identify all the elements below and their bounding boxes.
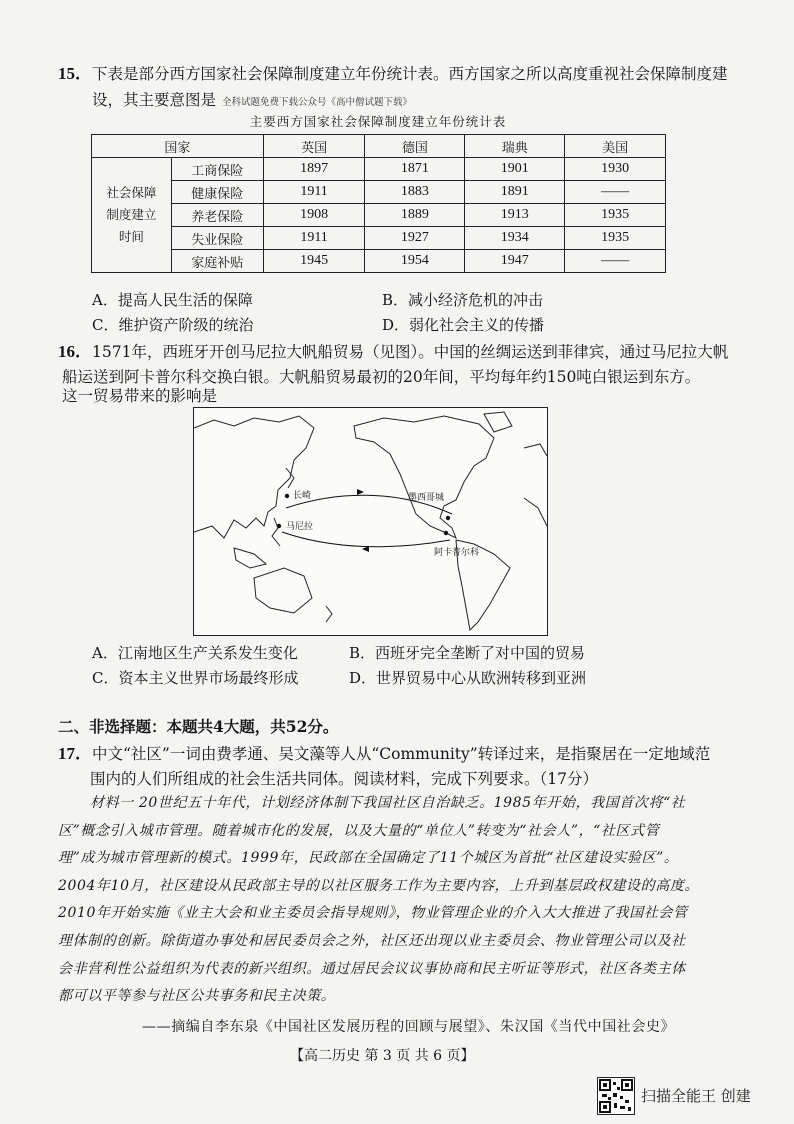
q16-stem-2: 船运送到阿卡普尔科交换白银。大帆船贸易最初的20年间，平均每年约150吨白银运到东方。 [62,368,701,386]
cell: 1934 [465,227,565,250]
table-header-row [92,135,666,158]
q16-option-c[interactable]: C．资本主义世界市场最终形成 [92,669,299,687]
cell: 1913 [465,204,565,227]
section-heading: 二、非选择题：本题共4大题，共52分。 [58,717,339,736]
material-line: 区”概念引入城市管理。随着城市化的发展，以及大量的“单位人”转变为“社会人”，“社区式管 [58,822,660,839]
qr-code-icon [597,1077,635,1115]
cell: 1954 [365,250,465,273]
cell: 1935 [565,204,666,227]
header-uk: 英国 [263,135,365,158]
table-row [92,181,666,204]
header-sweden: 瑞典 [465,135,565,158]
q16-option-a[interactable]: A．江南地区生产关系发生变化 [92,644,298,662]
cell: 1911 [263,227,365,250]
label-manila: 马尼拉 [286,522,314,532]
q17-stem-2: 围内的人们所组成的社会生活共同体。阅读材料，完成下列要求。（17分） [90,770,598,788]
label-acapulco: 阿卡普尔科 [434,548,480,558]
manila-dot [277,524,281,528]
galleon-trade-map [193,407,548,636]
q15-number: 15． [58,64,92,83]
material-line: 理体制的创新。除街道办事处和居民委员会之外，社区还出现以业主委员会、物业管理公司以及社 [58,932,686,949]
nagasaki-dot [285,494,289,498]
header-usa: 美国 [565,135,666,158]
material-line: 会非营利性公益组织为代表的新兴组织。通过居民会议议事协商和民主听证等形式，社区各类主体 [58,960,686,977]
material-line: 材料一 20世纪五十年代，计划经济体制下我国社区自治缺乏。1985年开始，我国首次将“社 [90,795,686,811]
row-type: 工商保险 [171,158,263,181]
group-label: 社会保障 制度建立 时间 [92,158,172,273]
label-mexico-city: 墨西哥城 [408,493,445,503]
australia [254,568,312,613]
q15-option-a[interactable]: A．提高人民生活的保障 [92,291,253,309]
page-footer: 【高二历史 第 3 页 共 6 页】 [290,1048,475,1064]
q15-option-b[interactable]: B．减小经济危机的冲击 [382,291,544,309]
material-line: 2004年10月，社区建设从民政部主导的以社区服务工作为主要内容，上升到基层政权建设的高度。 [58,877,700,894]
cell: 1908 [263,204,365,227]
world-map-drawing [194,408,547,635]
table-row [92,158,666,181]
q17-source: ——摘编自李东泉《中国社区发展历程的回顾与展望》、朱汉国《当代中国社会史》 [142,1019,676,1035]
table-row [92,227,666,250]
table-row [92,250,666,273]
cell: 1897 [263,158,365,181]
material-line: 都可以平等参与社区公共事务和民主决策。 [58,988,336,1005]
q15-option-d[interactable]: D．弱化社会主义的传播 [382,316,545,334]
table-title: 主要西方国家社会保障制度建立年份统计表 [249,114,507,129]
q17-number: 17． [58,744,92,763]
cell: 1883 [365,181,465,204]
q15-stem-2: 设，其主要意图是 全科试题免费下载公众号《高中僧试题下载》 [92,91,413,109]
header-country: 国家 [92,135,264,158]
cell: —— [565,181,666,204]
cell: 1935 [565,227,666,250]
acapulco-dot [444,531,448,535]
cell: 1889 [365,204,465,227]
new-zealand [326,606,332,622]
cell: 1891 [465,181,565,204]
q17-stem: 17．中文“社区”一词由费孝通、吴文藻等人从“Community”转译过来，是指聚居在一定地域范 [58,744,711,763]
cell: 1927 [365,227,465,250]
scanner-watermark: 扫描全能王 创建 [641,1087,751,1105]
q16-option-d[interactable]: D．世界贸易中心从欧洲转移到亚洲 [349,669,587,687]
q16-stem: 16．1571年，西班牙开创马尼拉大帆船贸易（见图）。中国的丝绸运送到菲律宾，通过马尼拉大帆 [58,342,729,361]
material-line: 2010年开始实施《业主大会和业主委员会指导规则》，物业管理企业的介入大大推进了我国社会管 [58,905,688,922]
cell: 1871 [365,158,465,181]
cell: 1901 [465,158,565,181]
q17-material [58,790,778,1011]
label-nagasaki: 长崎 [293,491,312,501]
cell: 1945 [263,250,365,273]
cell: 1911 [263,181,365,204]
north-america [354,416,494,538]
row-type: 家庭补贴 [171,250,263,273]
row-type: 健康保险 [171,181,263,204]
atlantic-edge [524,444,547,526]
row-type: 失业保险 [171,227,263,250]
mexico-city-dot [446,516,450,520]
q16-stem-3: 这一贸易带来的影响是 [62,387,218,405]
greenland [484,412,512,432]
route-westbound [282,532,450,547]
philippines [272,518,280,546]
table-row [92,204,666,227]
arrow-east [357,489,364,495]
cell: —— [565,250,666,273]
social-security-table [91,134,666,273]
q16-number: 16． [58,342,92,361]
material-line: 理”成为城市管理新的模式。1999年，民政部在全国确定了11个城区为首批“社区建设实验区”。 [58,850,679,867]
cell: 1930 [565,158,666,181]
cell: 1947 [465,250,565,273]
row-type: 养老保险 [171,204,263,227]
indonesia [234,548,266,568]
download-note: 全科试题免费下载公众号《高中僧试题下载》 [222,97,413,108]
q16-option-b[interactable]: B．西班牙完全垄断了对中国的贸易 [349,644,586,662]
q15-stem: 15．下表是部分西方国家社会保障制度建立年份统计表。西方国家之所以高度重视社会保障制度建 [58,64,728,83]
header-germany: 德国 [365,135,465,158]
q15-option-c[interactable]: C．维护资产阶级的统治 [92,316,254,334]
